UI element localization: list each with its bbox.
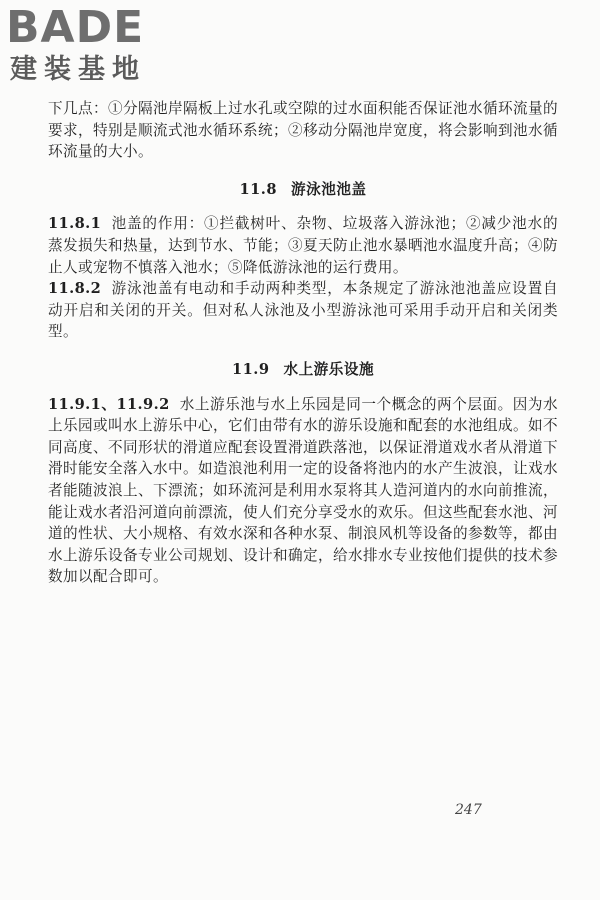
section-title: 水上游乐设施: [283, 360, 375, 378]
page-number: 247: [455, 802, 482, 818]
clause-number: 11.8.2: [48, 280, 102, 298]
clause-text: 游泳池盖有电动和手动两种类型，本条规定了游泳池池盖应设置自动开启和关闭的开关。但对私人泳池及小型游泳池可采用手动开启和关闭类型。: [48, 280, 558, 341]
section-heading-11-9: [48, 359, 558, 381]
section-number: 11.9: [231, 360, 270, 378]
logo: [6, 4, 186, 88]
page-body: [48, 98, 558, 588]
logo-brand-name: BADE: [6, 2, 145, 53]
clause-text: 水上游乐池与水上乐园是同一个概念的两个层面。因为水上乐园或叫水上游乐中心，它们由带有水的游乐设施和配套的水池组成。如不同高度、不同形状的滑道应配套设置滑道跌落池，以保证滑道戏水者从滑道下滑时能安全落入水中。如造浪池利用一定的设备将池内的水产生波浪，让戏水者能随波浪上、下漂流；如环流河是利用水泵将其人造河道内的水向前推流，能让戏水者沿河道向前漂流，使人们充分享受水的欢乐。但这些配套水池、河道的性状、大小规格、有效水深和各种水泵、制浪风机等设备的参数等，都由水上游乐设备专业公司规划、设计和确定，给水排水专业按他们提供的技术参数加以配合即可。: [48, 395, 558, 586]
clause-11-9-1-2: [48, 394, 558, 588]
intro-paragraph: 下几点：①分隔池岸隔板上过水孔或空隙的过水面积能否保证池水循环流量的要求，特别是顺流式池水循环系统；②移动分隔池岸宽度，将会影响到池水循环流量的大小。: [48, 100, 558, 161]
clause-text: 池盖的作用：①拦截树叶、杂物、垃圾落入游泳池；②减少池水的蒸发损失和热量，达到节水、节能；③夏天防止池水暴晒池水温度升高；④防止人或宠物不慎落入池水；⑤降低游泳池的运行费用。: [48, 215, 558, 276]
clause-number: 11.9.1、11.9.2: [48, 395, 170, 413]
clause-number: 11.8.1: [48, 215, 102, 233]
section-number: 11.8: [239, 180, 278, 198]
section-title: 游泳池池盖: [291, 180, 367, 198]
clause-11-8-1: [48, 213, 558, 278]
logo-brand-subtitle: 建装基地: [10, 54, 146, 85]
clause-11-8-2: [48, 278, 558, 343]
section-heading-11-8: [48, 179, 558, 201]
